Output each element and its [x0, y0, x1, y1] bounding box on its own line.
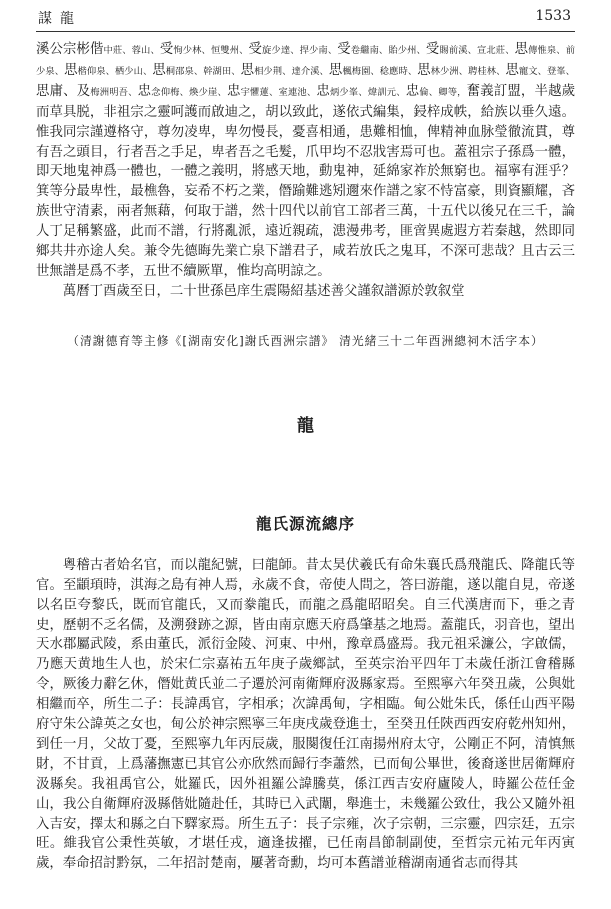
source-citation: （清謝德育等主修《[湖南安化]謝氏酉洲宗譜》 清光緒三十二年酉洲總祠木活字本）: [67, 333, 544, 348]
page-body: [36, 40, 575, 874]
paragraph-body: 粵稽古者姶名官，而以龍紀號，曰龍師。昔太昊伏羲氏有命朱襄氏爲飛龍氏、降龍氏等官。至顓頊時，淇海之島有神人焉，永歲不食，帝使人問之，答曰游龍，遂以龍自見，帝遂以名臣夸黎氏，既而官龍氏，又而豢龍氏，而龍之爲龍昭昭矣。自三代漢唐而下，垂之青史，歷朝不乏名儒，及溯發跡之源，皆由南京應天府爲肇基之地焉。蓋龍氏，羽音也，望出天水郡屬武陵，系由董氏，派衍金陵、河東、中州，豫章爲盛焉。我元祖采濂公，字啟儒，乃應天黄地生人也，於宋仁宗嘉祐五年庚子歲鄉試，至英宗治平四年丁未歲任浙江會稽縣令，厥後力辭乞休，僭妣黄氏並二子遷於河南衛輝府汲縣家焉。至熙寧六年癸丑歲，公與妣相繼而卒，所生二子：長諱禹官，字相承；次諱禹甸，字相臨。甸公妣朱氏，係任山西平陽府守朱公諱英之女也，甸公於神宗熙寧三年庚戌歲登進士，至癸丑任陝西西安府乾州知州，到任一月，父故丁憂，至熙寧九年丙辰歲，服闋復任江南揚州府太守，公剛正不阿，清慎無財，不甘貢，上爲藩撫憲已其官公亦欣然而歸行李蕭然，已而甸公畢世，後裔遂世居衛輝府汲縣矣。我祖禹官公，妣羅氏，因外祖羅公諱騰莫，係江西吉安府廬陵人，時羅公莅任金山，我公自衛輝府汲縣偕妣隨赴任，其時已入武闈，舉進士，未幾羅公致仕，我公又隨外祖入吉安，擇太和縣之白下驛家焉。所生五子：長子宗雍，次子宗朝，三宗靈，四宗廷，五宗旺。維我官公秉性英敏，才堪任戎，適逢拔擢，已任南昌節制副使，至哲宗元祐元年丙寅歲，奉命招討黔氛，二年招討楚南，屢著奇勳，均可本舊譜並稽湖南通省志而得其: [36, 557, 575, 872]
running-title: 謀龍: [38, 11, 82, 27]
section-heading: 龍: [297, 415, 314, 436]
header-rule: [36, 31, 575, 32]
page-header: [0, 0, 611, 30]
page-number: 1533: [535, 8, 571, 24]
article-title: 龍氏源流總序: [255, 513, 355, 533]
paragraph-colophon: 萬曆丁酉歲至日，二十世孫邑庠生震陽紹基述善父謹叙譜源於敦叙堂: [62, 283, 465, 299]
paragraph-preface-end: 溪公宗彬偕中莊、蓉山、受恂少林、恒雙州、受旋少達、捍少南、受卷繼南、貽少州、受賜前溪、宣北莊、思傳惟泉、前少泉、思楷仰泉、栖少山、思桐邵泉、幹湖田、思相少荆、達介溪、思楓梅園、稔應時、思林少洲、聘桂林、思寵文、登峯、思庸、及梅洲明吾、忠念仰梅、煥少崖、忠宇懼蓮、室連池、忠炳少峯、煒訓元、忠倫、卿等，奮義訂盟，半越歲而草具脱，非祖宗之靈呵護而啟迪之，胡以致此，遂依式編集，鋟梓成帙，給族以垂久遠。惟我同宗謹遵格守，尊勿凌卑，卑勿慢長，憂喜相通，患難相恤，俾精神血脉瑩徹流貫，尊有吾之頭目，行者吾之手足，卑者吾之毛髮，爪甲均不忍戕害焉可也。蓋祖宗子孫爲一體，即天地鬼神爲一體也，一體之義明，將感天地，動鬼神，延綿家祚於無窮也。福寧有涯乎？箕等分最卑性，最樵魯，妄希不朽之業，僭踰難逃矧邇來作譜之家不恃富豪，則資顯耀，吝族世守清素，兩者無藉，何取于譜，然十四代以前官工部者三萬，十五代以後兄在三千，論人丁足稱繁盛，此而不譜，行將亂派，遠近親疏，漶漫弗考，匪啻異處遐方若秦越，然即同鄉共井亦途人矣。兼令先德晦先業亡泉下譜君子，咸若放氏之鬼耳，不深可悲哉？且古云三世無譜是爲不孝，五世不續厥單，惟均高明諒之。: [36, 42, 576, 279]
